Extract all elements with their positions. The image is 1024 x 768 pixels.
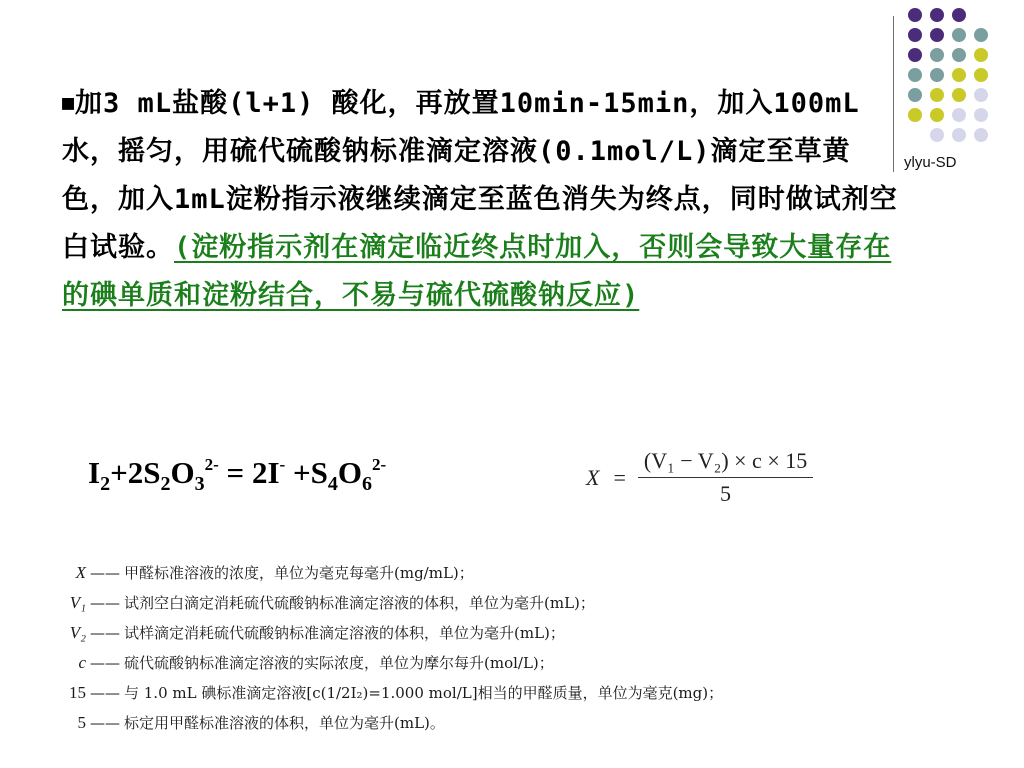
- definition-symbol: V₂: [69, 623, 86, 642]
- eq-subscript: 6: [361, 473, 372, 495]
- definition-dash: ——: [90, 714, 120, 732]
- decorative-dot: [930, 8, 944, 22]
- definition-text: 标定用甲醛标准溶液的体积，单位为毫升(mL)。: [124, 714, 445, 732]
- eq-part: O: [337, 455, 362, 490]
- definition-dash: ——: [90, 594, 120, 612]
- eq-superscript: 2-: [204, 455, 219, 474]
- eq-part: = 2I: [218, 455, 280, 490]
- eq-part: +S: [285, 455, 328, 490]
- procedure-paragraph: [62, 78, 902, 320]
- definition-row: [56, 648, 996, 678]
- definition-dash: ——: [90, 624, 120, 642]
- decorative-dot: [930, 128, 944, 142]
- decorative-dot: [952, 128, 966, 142]
- definition-dash: ——: [90, 654, 120, 672]
- definition-symbol: X: [75, 563, 86, 582]
- definition-dash: ——: [90, 564, 120, 582]
- formula-fraction: [638, 448, 813, 507]
- decorative-dot: [930, 28, 944, 42]
- chemical-equation: [88, 455, 386, 496]
- formula-equals: =: [613, 464, 626, 490]
- decorative-dot: [952, 108, 966, 122]
- eq-superscript: 2-: [371, 455, 387, 474]
- decorative-dot: [908, 108, 922, 122]
- decorative-dot: [952, 28, 966, 42]
- eq-superscript: -: [279, 455, 286, 474]
- eq-subscript: 2: [160, 473, 171, 495]
- definition-symbol: c: [78, 653, 86, 672]
- decorative-dot: [974, 48, 988, 62]
- definition-row: [56, 588, 996, 618]
- definition-text: 试剂空白滴定消耗硫代硫酸钠标准滴定溶液的体积，单位为毫升(mL)；: [124, 594, 595, 612]
- definition-symbol: 15: [69, 683, 86, 702]
- definition-row: [56, 618, 996, 648]
- formula-numerator: (V₁ − V₂) × c × 15: [638, 448, 813, 478]
- formula-lhs: X: [586, 464, 600, 490]
- eq-part: +2S: [110, 455, 161, 490]
- definition-row: [56, 558, 996, 588]
- procedure-text: 加3 mL盐酸(l+1) 酸化，再放置10min-15min，加入100mL水，摇匀，用硫代硫酸钠标准滴定溶液(0.1mol/L)滴定至草黄色，加入1mL淀粉指示液继续滴定至蓝色消失为终点，同时做试剂空白试验。: [62, 88, 898, 263]
- bullet-icon: ■: [62, 90, 76, 114]
- definition-text: 试样滴定消耗硫代硫酸钠标准滴定溶液的体积，单位为毫升(mL)；: [124, 624, 565, 642]
- decorative-dot: [952, 88, 966, 102]
- decorative-dot: [974, 108, 988, 122]
- decorative-dot: [930, 88, 944, 102]
- definition-symbol: 5: [77, 713, 86, 732]
- decorative-dot: [930, 48, 944, 62]
- definition-text: 甲醛标准溶液的浓度，单位为毫克每毫升(mg/mL)；: [124, 564, 474, 582]
- eq-subscript: 3: [194, 473, 205, 495]
- definition-text: 与 1.0 mL 碘标准滴定溶液[c(1/2I₂)=1.000 mol/L]相当的甲醛质量，单位为毫克(mg)；: [124, 684, 724, 702]
- formula-denominator: 5: [720, 481, 732, 506]
- definitions-list: [56, 558, 996, 738]
- definition-row: [56, 678, 996, 708]
- definition-text: 硫代硫酸钠标准滴定溶液的实际浓度，单位为摩尔每升(mol/L)；: [124, 654, 554, 672]
- definition-symbol: V₁: [69, 593, 86, 612]
- decorative-dot: [952, 48, 966, 62]
- definition-row: [56, 708, 996, 738]
- decorative-dot: [908, 88, 922, 102]
- decorative-dot: [908, 8, 922, 22]
- decorative-dot: [974, 68, 988, 82]
- concentration-formula: [586, 448, 813, 507]
- decorative-dot: [974, 28, 988, 42]
- eq-part: O: [170, 455, 195, 490]
- brand-label: ylyu-SD: [904, 154, 957, 171]
- decorative-dot: [974, 88, 988, 102]
- decorative-dot-grid: [908, 8, 1008, 158]
- definition-dash: ——: [90, 684, 120, 702]
- decorative-dot: [974, 128, 988, 142]
- eq-subscript: 4: [327, 473, 338, 495]
- decorative-dot: [952, 8, 966, 22]
- decorative-dot: [930, 108, 944, 122]
- decorative-dot: [930, 68, 944, 82]
- decorative-dot: [908, 28, 922, 42]
- decorative-dot: [908, 68, 922, 82]
- decorative-dot: [908, 48, 922, 62]
- decorative-dot: [952, 68, 966, 82]
- starch-note: (淀粉指示剂在滴定临近终点时加入，否则会导致大量存在的碘单质和淀粉结合，不易与硫代硫酸钠反应): [62, 232, 892, 311]
- eq-part: I: [88, 455, 101, 490]
- eq-subscript: 2: [100, 473, 111, 495]
